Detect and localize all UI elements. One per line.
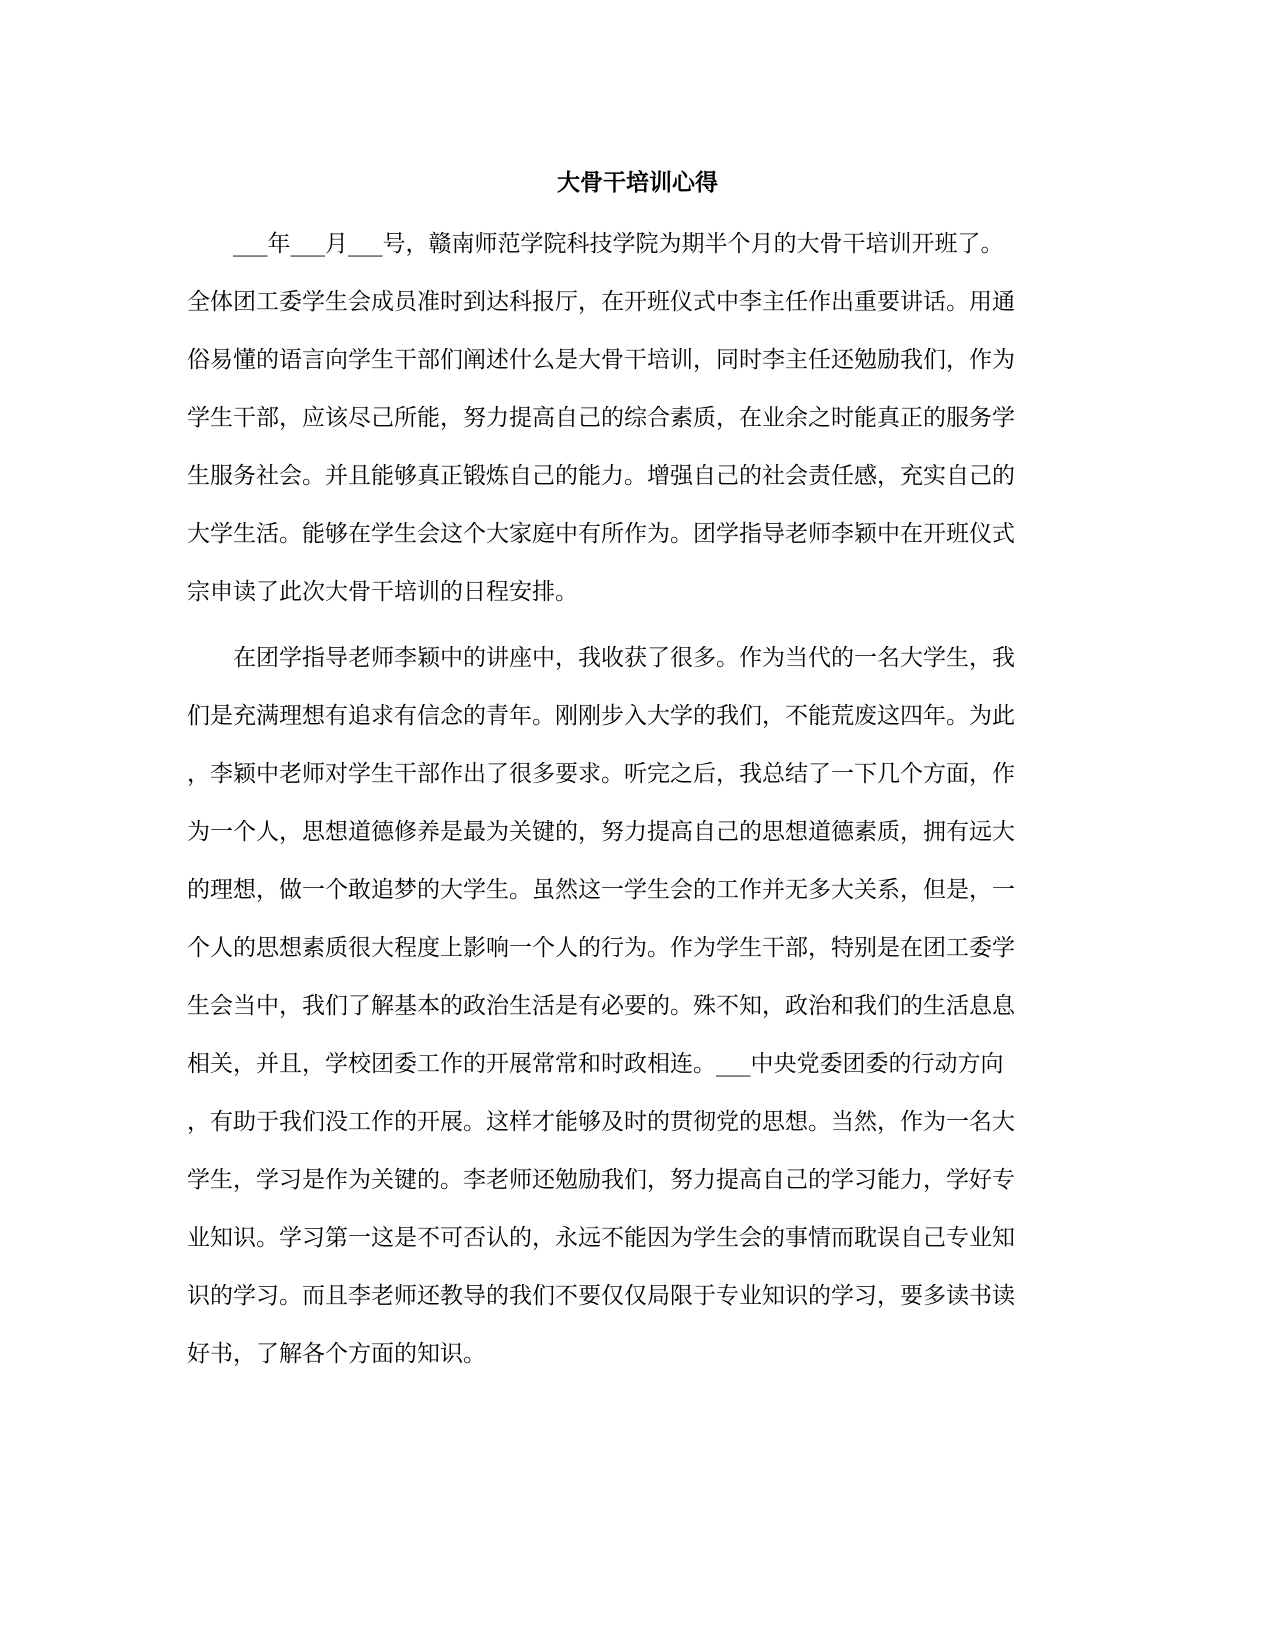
text-line: 宗申读了此次大骨干培训的日程安排。: [187, 579, 578, 605]
text-line: 在团学指导老师李颖中的讲座中，我收获了很多。作为当代的一名大学生，我: [187, 645, 1015, 671]
text-line: ，李颖中老师对学生干部作出了很多要求。听完之后，我总结了一下几个方面，作: [187, 761, 1015, 787]
text-line: 好书，了解各个方面的知识。: [187, 1341, 486, 1367]
text-line: 的理想，做一个敢追梦的大学生。虽然这一学生会的工作并无多大关系，但是，一: [187, 877, 1015, 903]
text-line: 俗易懂的语言向学生干部们阐述什么是大骨干培训，同时李主任还勉励我们，作为: [187, 347, 1015, 373]
text-line: 生会当中，我们了解基本的政治生活是有必要的。殊不知，政治和我们的生活息息: [187, 993, 1015, 1019]
text-line: 相关，并且，学校团委工作的开展常常和时政相连。___中央党委团委的行动方向: [187, 1051, 1004, 1077]
document-title: 大骨干培训心得: [557, 169, 718, 196]
document-body: [187, 229, 1089, 1397]
paragraph: [187, 229, 1089, 635]
text-line: 识的学习。而且李老师还教导的我们不要仅仅局限于专业知识的学习，要多读书读: [187, 1283, 1015, 1309]
paragraph-spacer: [187, 635, 1089, 643]
text-line: 为一个人，思想道德修养是最为关键的，努力提高自己的思想道德素质，拥有远大: [187, 819, 1015, 845]
paragraph: [187, 643, 1089, 1397]
text-line: ，有助于我们没工作的开展。这样才能够及时的贯彻党的思想。当然，作为一名大: [187, 1109, 1015, 1135]
text-line: 业知识。学习第一这是不可否认的，永远不能因为学生会的事情而耽误自己专业知: [187, 1225, 1015, 1251]
text-line: 大学生活。能够在学生会这个大家庭中有所作为。团学指导老师李颖中在开班仪式: [187, 521, 1015, 547]
text-line: 学生，学习是作为关键的。李老师还勉励我们，努力提高自己的学习能力，学好专: [187, 1167, 1015, 1193]
text-line: 全体团工委学生会成员准时到达科报厅，在开班仪式中李主任作出重要讲话。用通: [187, 289, 1015, 315]
text-line: 学生干部，应该尽己所能，努力提高自己的综合素质，在业余之时能真正的服务学: [187, 405, 1015, 431]
text-line: 生服务社会。并且能够真正锻炼自己的能力。增强自己的社会责任感，充实自己的: [187, 463, 1015, 489]
text-line: ___年___月___号，赣南师范学院科技学院为期半个月的大骨干培训开班了。: [187, 231, 1004, 257]
text-line: 们是充满理想有追求有信念的青年。刚刚步入大学的我们，不能荒废这四年。为此: [187, 703, 1015, 729]
text-line: 个人的思想素质很大程度上影响一个人的行为。作为学生干部，特别是在团工委学: [187, 935, 1015, 961]
